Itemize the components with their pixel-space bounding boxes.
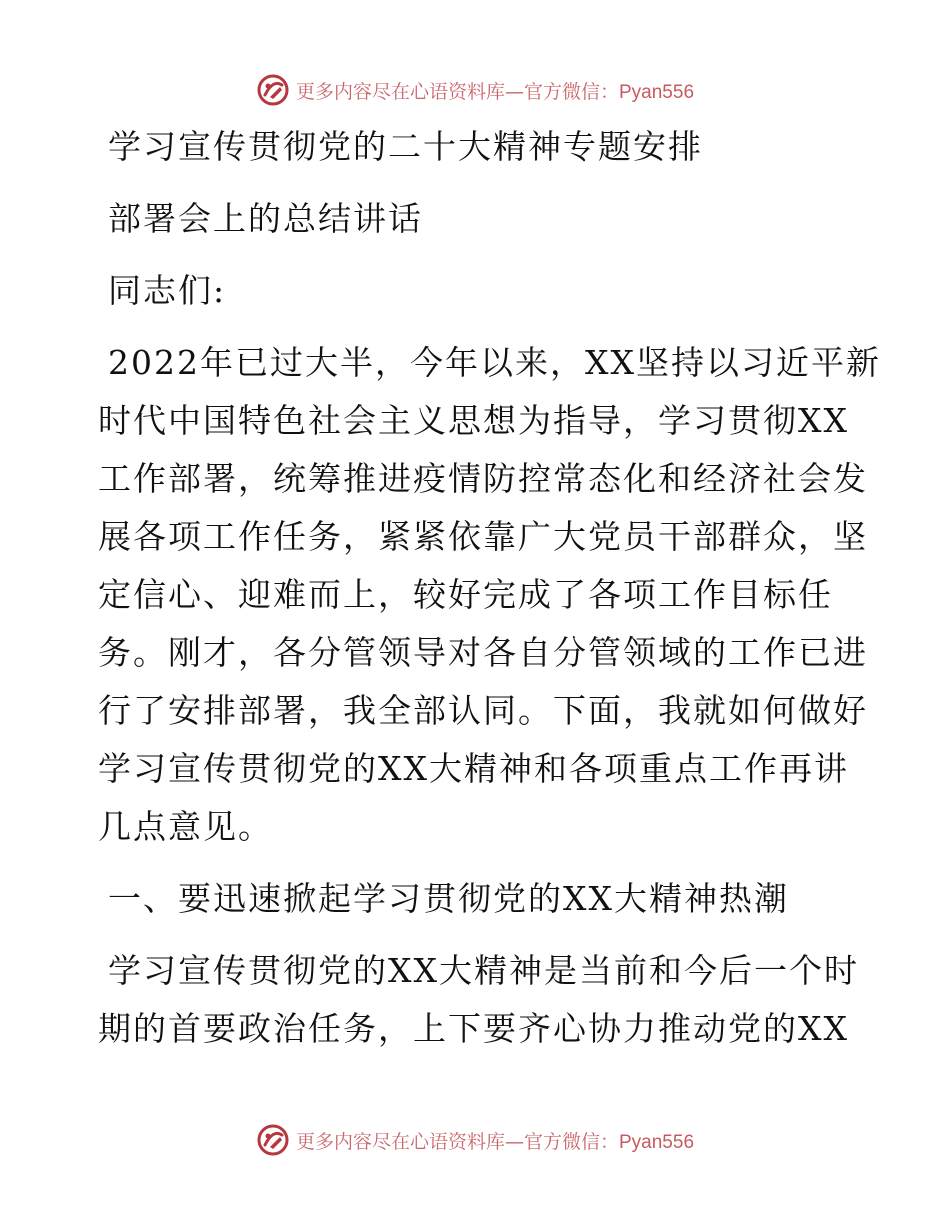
paragraph-line: 行了安排部署，我全部认同。下面，我就如何做好 xyxy=(98,691,868,730)
watermark-brand: 更多内容尽在心语资料库 xyxy=(295,1130,505,1153)
watermark-separator: — xyxy=(504,1130,524,1153)
paragraph-1 xyxy=(98,334,881,856)
document-body xyxy=(98,118,881,1058)
watermark-separator: — xyxy=(504,80,524,103)
watermark-text xyxy=(296,1127,694,1154)
paragraph-line: 2022年已过大半，今年以来，XX坚持以习近平新 xyxy=(108,343,881,382)
watermark-wechat-id: Pyan556 xyxy=(619,81,695,103)
header-watermark xyxy=(0,70,950,110)
watermark-wechat-label: 官方微信： xyxy=(523,1130,619,1153)
section-heading-1: 一、要迅速掀起学习贯彻党的XX大精神热潮 xyxy=(108,879,789,918)
paragraph-line: 几点意见。 xyxy=(98,807,273,846)
watermark-wechat-label: 官方微信： xyxy=(523,80,619,103)
salutation: 同志们: xyxy=(108,271,227,310)
paragraph-2 xyxy=(98,942,858,1058)
title-line-1: 学习宣传贯彻党的二十大精神专题安排 xyxy=(108,127,703,166)
paragraph-line: 期的首要政治任务，上下要齐心协力推动党的XX xyxy=(98,1009,849,1048)
paragraph-line: 定信心、迎难而上，较好完成了各项工作目标任 xyxy=(98,575,833,614)
watermark-text xyxy=(296,77,694,104)
watermark-brand: 更多内容尽在心语资料库 xyxy=(295,80,505,103)
paragraph-line: 学习宣传贯彻党的XX大精神是当前和今后一个时 xyxy=(108,951,859,990)
footer-watermark xyxy=(0,1120,950,1160)
paragraph-line: 学习宣传贯彻党的XX大精神和各项重点工作再讲 xyxy=(98,749,849,788)
paragraph-line: 时代中国特色社会主义思想为指导，学习贯彻XX xyxy=(98,401,849,440)
brand-logo-icon xyxy=(256,1123,290,1157)
watermark-wechat-id: Pyan556 xyxy=(619,1131,695,1153)
title-line-2: 部署会上的总结讲话 xyxy=(108,199,423,238)
paragraph-line: 务。刚才，各分管领导对各自分管领域的工作已进 xyxy=(98,633,868,672)
paragraph-line: 展各项工作任务，紧紧依靠广大党员干部群众，坚 xyxy=(98,517,868,556)
brand-logo-icon xyxy=(256,73,290,107)
paragraph-line: 工作部署，统筹推进疫情防控常态化和经济社会发 xyxy=(98,459,868,498)
